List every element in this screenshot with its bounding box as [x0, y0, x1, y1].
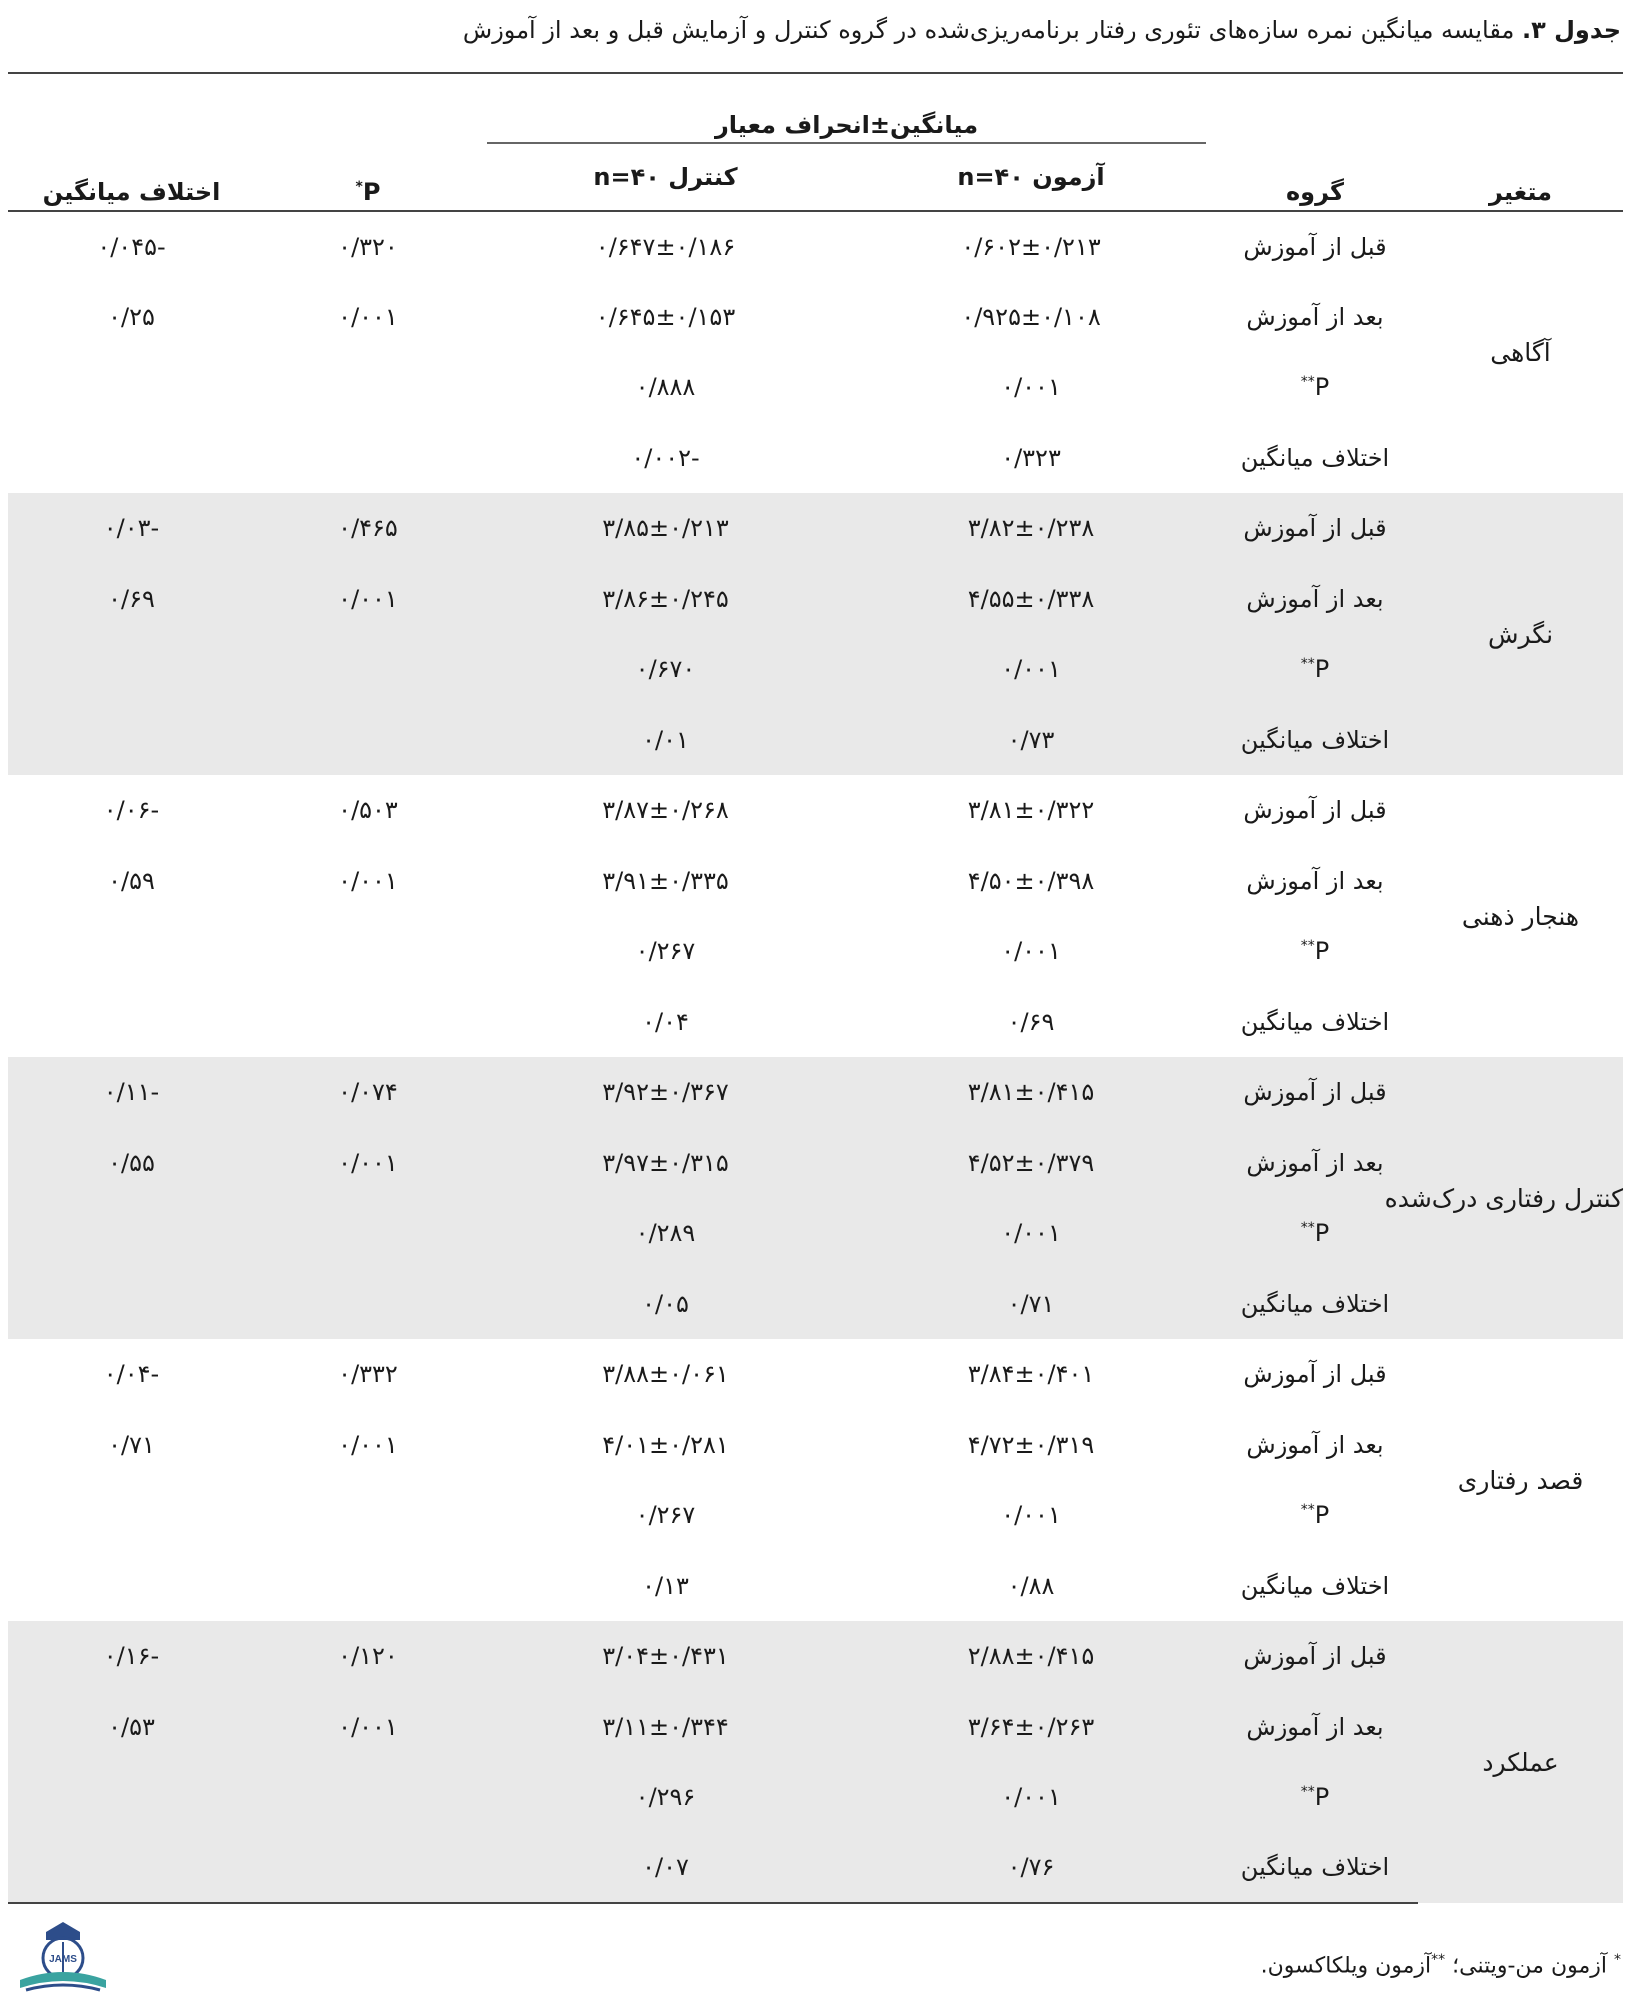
- group-label: بعد از آموزش: [1212, 564, 1418, 635]
- group-label: اختلاف میانگین: [1212, 705, 1418, 776]
- header-p-label: P: [362, 178, 381, 206]
- section-0: [8, 211, 1623, 493]
- cell-p: [255, 634, 481, 705]
- table-header: [8, 73, 1623, 211]
- cell-p: ۰/۰۰۱: [338, 1430, 398, 1459]
- cell-diff: -۰/۰۴۵: [97, 232, 166, 261]
- cell-diff: ۰/۵۵: [8, 1128, 255, 1199]
- cell-exp: ۴/۵۲±۰/۳۷۹: [850, 1128, 1212, 1199]
- group-label: بعد از آموزش: [1212, 1128, 1418, 1199]
- table-row: [8, 916, 1623, 987]
- group-label: بعد از آموزش: [1246, 1430, 1384, 1459]
- group-label: [1212, 634, 1418, 705]
- cell-p: ۰/۴۶۵: [255, 493, 481, 564]
- cell-ctrl: ۰/۲۶۷: [635, 937, 696, 966]
- variable-name: هنجار ذهنی: [1461, 901, 1580, 931]
- cell-ctrl: ۳/۹۲±۰/۳۶۷: [481, 1057, 850, 1128]
- table-row: [8, 1198, 1623, 1269]
- cell-exp: ۰/۷۶: [850, 1833, 1212, 1904]
- cell-diff: [8, 987, 255, 1058]
- table-row: [8, 1128, 1623, 1199]
- p-label: P: [1314, 373, 1330, 402]
- group-label: [1212, 352, 1418, 423]
- cell-ctrl: ۰/۰۵: [481, 1269, 850, 1340]
- group-label: اختلاف میانگین: [1212, 1833, 1418, 1904]
- cell-ctrl: ۳/۰۴±۰/۴۳۱: [481, 1621, 850, 1692]
- cell-ctrl: ۰/۰۷: [481, 1833, 850, 1904]
- table-row: [8, 1480, 1623, 1551]
- group-label: قبل از آموزش: [1212, 1621, 1418, 1692]
- cell-exp: ۰/۰۰۱: [850, 1198, 1212, 1269]
- p-sup: **: [1300, 1220, 1315, 1237]
- table-row: [8, 775, 1623, 846]
- cell-exp: ۰/۳۲۳: [1001, 443, 1061, 472]
- group-label: قبل از آموزش: [1212, 493, 1418, 564]
- cell-ctrl: ۳/۸۸±۰/۰۶۱: [602, 1360, 729, 1389]
- table-row: [8, 846, 1623, 917]
- cell-p: [255, 705, 481, 776]
- cell-exp: ۲/۸۸±۰/۴۱۵: [850, 1621, 1212, 1692]
- cell-p: [255, 423, 481, 494]
- cell-ctrl: ۳/۹۷±۰/۳۱۵: [481, 1128, 850, 1199]
- cell-p: [255, 1198, 481, 1269]
- header-p: [255, 73, 481, 211]
- cell-diff: -۰/۰۶: [103, 796, 160, 825]
- header-p-sup: *: [355, 179, 363, 195]
- cell-diff: ۰/۲۵: [108, 302, 155, 331]
- p-sup: **: [1300, 1502, 1315, 1519]
- header-ctrl: کنترل n=۴۰: [593, 162, 738, 191]
- p-label: P: [1314, 1501, 1330, 1530]
- group-label: قبل از آموزش: [1243, 1360, 1387, 1389]
- cell-p: ۰/۰۰۱: [255, 1692, 481, 1763]
- table-row: [8, 1551, 1623, 1622]
- group-label: اختلاف میانگین: [1240, 1007, 1390, 1036]
- cell-diff: ۰/۵۹: [108, 866, 155, 895]
- cell-exp: ۴/۵۵±۰/۳۳۸: [850, 564, 1212, 635]
- section-4: [8, 1339, 1623, 1621]
- cell-ctrl: ۰/۸۸۸: [635, 373, 696, 402]
- cell-exp: ۰/۰۰۱: [1001, 373, 1061, 402]
- cell-diff: ۰/۷۱: [108, 1430, 155, 1459]
- cell-ctrl: ۰/۲۸۹: [481, 1198, 850, 1269]
- cell-exp: ۰/۷۳: [850, 705, 1212, 776]
- header-group: گروه: [1286, 178, 1344, 206]
- section-3: [8, 1057, 1623, 1339]
- group-label: بعد از آموزش: [1246, 866, 1384, 895]
- cell-diff: ۰/۵۳: [8, 1692, 255, 1763]
- cell-diff: -۰/۰۳: [8, 493, 255, 564]
- cell-diff: [8, 1198, 255, 1269]
- cell-ctrl: ۰/۶۷۰: [481, 634, 850, 705]
- p-sup: **: [1300, 1784, 1315, 1801]
- table-row: [8, 1692, 1623, 1763]
- section-1: [8, 493, 1623, 775]
- table-row: [8, 1269, 1623, 1340]
- cell-diff: [8, 634, 255, 705]
- cell-p: ۰/۱۲۰: [255, 1621, 481, 1692]
- table-row: [8, 1410, 1623, 1481]
- footnote-text1: آزمون من-ویتنی؛: [1445, 1953, 1614, 1979]
- cell-ctrl: ۳/۸۷±۰/۲۶۸: [602, 796, 729, 825]
- p-label: P: [1314, 1219, 1330, 1248]
- cell-diff: [8, 1833, 255, 1904]
- header-exp: آزمون n=۴۰: [957, 162, 1105, 191]
- cell-p: ۰/۰۰۱: [255, 1128, 481, 1199]
- group-label: [1212, 1762, 1418, 1833]
- p-sup: **: [1300, 938, 1315, 955]
- cell-diff: -۰/۱۱: [8, 1057, 255, 1128]
- table-row: [8, 1762, 1623, 1833]
- cell-diff: [8, 1269, 255, 1340]
- data-table-container: [8, 72, 1623, 1904]
- svg-text:JAMS: JAMS: [49, 1954, 77, 1965]
- cell-ctrl: ۰/۲۹۶: [481, 1762, 850, 1833]
- variable-name: آگاهی: [1490, 338, 1551, 367]
- header-mean-sd: میانگین±انحراف معیار: [481, 73, 1212, 143]
- cell-exp: ۰/۰۰۱: [850, 1762, 1212, 1833]
- table-row: [8, 423, 1623, 494]
- section-2: [8, 775, 1623, 1057]
- table-row: [8, 1339, 1623, 1410]
- cell-exp: ۰/۰۰۱: [1001, 937, 1061, 966]
- cell-diff: -۰/۱۶: [8, 1621, 255, 1692]
- variable-name: قصد رفتاری: [1457, 1465, 1584, 1495]
- cell-ctrl: ۰/۲۶۷: [635, 1501, 696, 1530]
- cell-diff: ۰/۶۹: [8, 564, 255, 635]
- group-label: [1212, 916, 1418, 987]
- cell-exp: ۰/۰۰۱: [1001, 1501, 1061, 1530]
- cell-diff: [8, 423, 255, 494]
- table-row: [8, 987, 1623, 1058]
- cell-exp: ۰/۸۸: [1007, 1571, 1055, 1600]
- cell-ctrl: ۳/۸۵±۰/۲۱۳: [481, 493, 850, 564]
- variable-name: عملکرد: [1418, 1621, 1623, 1903]
- variable-name: کنترل رفتاری درک‌شده: [1418, 1057, 1623, 1339]
- cell-p: [255, 1551, 481, 1622]
- footnote-star1: *: [1614, 1952, 1621, 1968]
- cell-ctrl: ۰/۶۴۵±۰/۱۵۳: [595, 302, 736, 331]
- cell-diff: [8, 1480, 255, 1551]
- cell-exp: ۳/۸۴±۰/۴۰۱: [967, 1360, 1095, 1389]
- table-footnote: [1261, 1944, 1621, 1982]
- group-label: بعد از آموزش: [1246, 302, 1384, 331]
- cell-ctrl: ۳/۸۶±۰/۲۴۵: [481, 564, 850, 635]
- cell-exp: ۰/۰۰۱: [850, 634, 1212, 705]
- cell-exp: ۳/۸۱±۰/۳۲۲: [967, 796, 1095, 825]
- cell-exp: ۳/۸۲±۰/۲۳۸: [850, 493, 1212, 564]
- group-label: قبل از آموزش: [1212, 1057, 1418, 1128]
- cell-p: ۰/۰۰۱: [255, 564, 481, 635]
- table-row: [8, 1833, 1623, 1904]
- data-table: [8, 72, 1623, 1904]
- journal-logo: [10, 1918, 116, 1998]
- cell-p: [255, 987, 481, 1058]
- cell-diff: -۰/۰۴: [103, 1360, 160, 1389]
- cell-p: [255, 1480, 481, 1551]
- table-row: [8, 493, 1623, 564]
- variable-name: نگرش: [1418, 493, 1623, 775]
- group-label: اختلاف میانگین: [1212, 1269, 1418, 1340]
- cell-exp: ۳/۶۴±۰/۲۶۳: [850, 1692, 1212, 1763]
- cell-exp: ۰/۶۹: [1007, 1007, 1055, 1036]
- cell-exp: ۰/۶۰۲±۰/۲۱۳: [961, 232, 1101, 261]
- footnote-star2: **: [1431, 1952, 1446, 1968]
- table-row: [8, 1621, 1623, 1692]
- cell-ctrl: ۰/۰۴: [642, 1007, 689, 1036]
- table-row: [8, 352, 1623, 423]
- group-label: بعد از آموزش: [1212, 1692, 1418, 1763]
- table-row: [8, 282, 1623, 353]
- p-label: P: [1314, 655, 1330, 684]
- group-label: اختلاف میانگین: [1240, 1571, 1390, 1600]
- cell-exp: ۳/۸۱±۰/۴۱۵: [850, 1057, 1212, 1128]
- cell-exp: ۴/۷۲±۰/۳۱۹: [967, 1430, 1095, 1459]
- cell-diff: [8, 1551, 255, 1622]
- cell-ctrl: ۳/۱۱±۰/۳۴۴: [481, 1692, 850, 1763]
- cell-ctrl: ۰/۶۴۷±۰/۱۸۶: [595, 232, 736, 261]
- cell-p: [255, 916, 481, 987]
- group-label: اختلاف میانگین: [1240, 443, 1390, 472]
- cell-diff: [8, 916, 255, 987]
- footnote-text2: آزمون ویلکاکسون.: [1260, 1953, 1432, 1979]
- cell-p: ۰/۰۷۴: [255, 1057, 481, 1128]
- group-label: قبل از آموزش: [1243, 796, 1387, 825]
- cell-p: ۰/۰۰۱: [338, 866, 398, 895]
- cell-p: ۰/۳۲۰: [338, 232, 398, 261]
- caption-label: جدول ۳.: [1521, 16, 1621, 44]
- cell-p: [255, 1269, 481, 1340]
- table-row: [8, 564, 1623, 635]
- cell-diff: [8, 1762, 255, 1833]
- cell-ctrl: ۳/۹۱±۰/۳۳۵: [602, 866, 729, 895]
- table-row: [8, 705, 1623, 776]
- cell-p: ۰/۵۰۳: [338, 796, 398, 825]
- table-caption: [10, 12, 1621, 48]
- p-sup: **: [1300, 374, 1315, 391]
- p-label: P: [1314, 1783, 1330, 1812]
- cell-diff: [8, 705, 255, 776]
- section-5: [8, 1621, 1623, 1903]
- cell-p: [255, 352, 481, 423]
- cell-diff: [8, 352, 255, 423]
- header-variable: متغیر: [1489, 178, 1552, 206]
- header-mean-diff: اختلاف میانگین: [42, 178, 221, 206]
- cell-exp: ۰/۹۲۵±۰/۱۰۸: [961, 302, 1101, 331]
- table-row: [8, 211, 1623, 282]
- group-label: [1212, 1480, 1418, 1551]
- cell-exp: ۰/۷۱: [850, 1269, 1212, 1340]
- cell-p: [255, 1833, 481, 1904]
- caption-text: مقایسه میانگین نمره سازه‌های تئوری رفتار برنامه‌ریزی‌شده در گروه کنترل و آزمایش قبل و بعد از آموزش: [462, 16, 1522, 44]
- table-row: [8, 634, 1623, 705]
- cell-ctrl: -۰/۰۰۲: [631, 443, 700, 472]
- p-label: P: [1314, 937, 1330, 966]
- cell-ctrl: ۰/۱۳: [642, 1571, 689, 1600]
- cell-p: ۰/۳۳۲: [338, 1360, 398, 1389]
- table-row: [8, 1057, 1623, 1128]
- group-label: قبل از آموزش: [1243, 232, 1387, 261]
- cell-ctrl: ۰/۰۱: [481, 705, 850, 776]
- cell-ctrl: ۴/۰۱±۰/۲۸۱: [602, 1430, 729, 1459]
- p-sup: **: [1300, 656, 1315, 673]
- cell-p: [255, 1762, 481, 1833]
- cell-exp: ۴/۵۰±۰/۳۹۸: [967, 866, 1095, 895]
- cell-p: ۰/۰۰۱: [338, 302, 398, 331]
